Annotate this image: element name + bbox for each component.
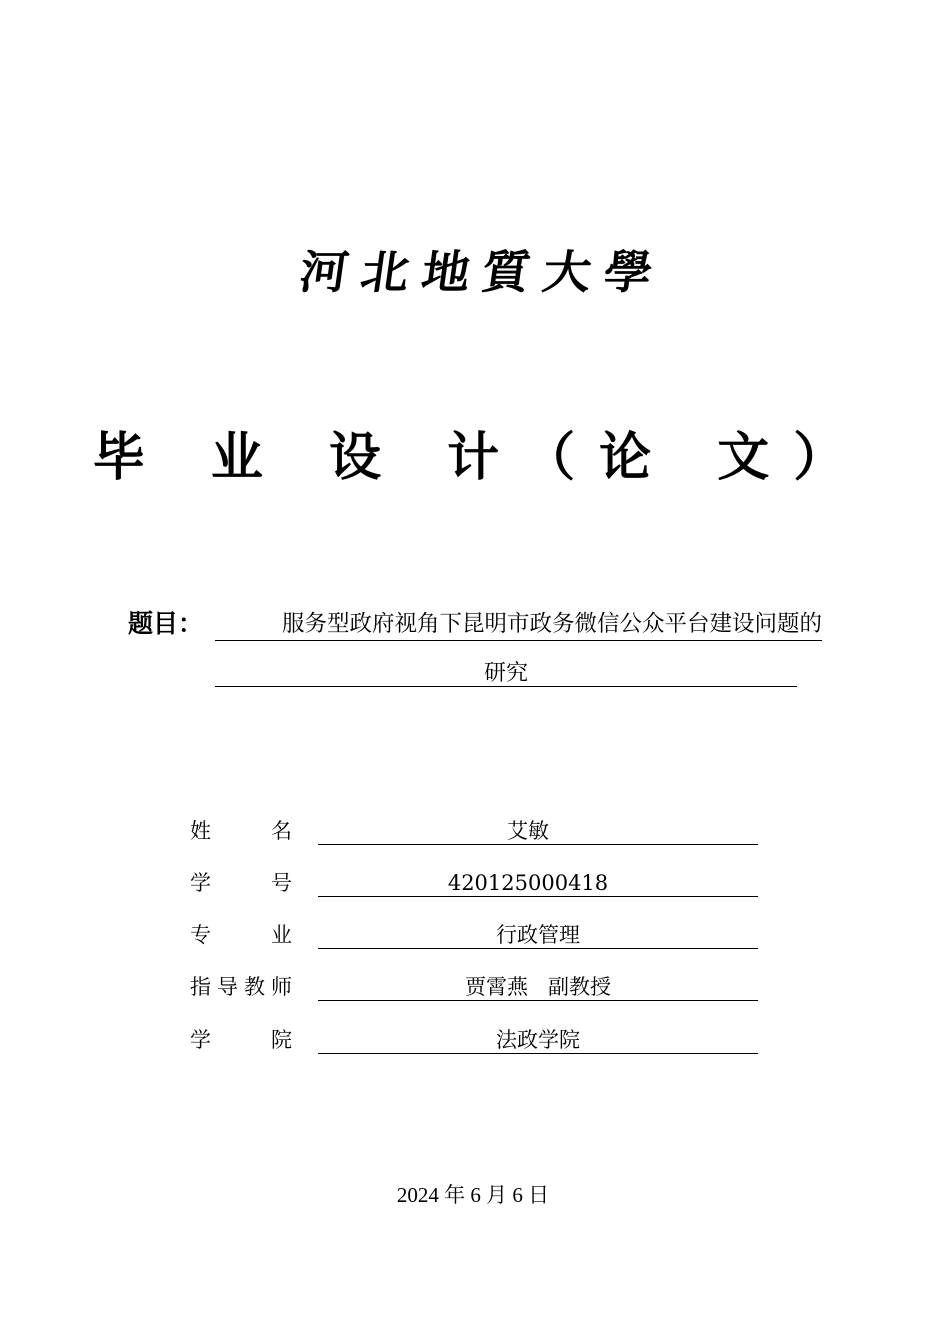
major-value: 行政管理 — [318, 920, 758, 949]
student-id-value: 420125000418 — [318, 868, 758, 897]
name-label: 姓 名 — [190, 819, 292, 843]
info-row-major — [190, 920, 760, 960]
topic-line-1: 服务型政府视角下昆明市政务微信公众平台建设问题的 — [215, 604, 822, 641]
university-logo — [296, 238, 656, 308]
college-value: 法政学院 — [318, 1025, 758, 1054]
name-value: 艾敏 — [318, 816, 758, 845]
advisor-value: 贾霄燕 副教授 — [318, 972, 758, 1001]
college-label: 学 院 — [190, 1028, 292, 1052]
logo-char: 地 — [417, 246, 474, 300]
info-row-student-id — [190, 868, 760, 908]
major-label: 专 业 — [190, 923, 292, 947]
info-row-advisor — [190, 972, 760, 1012]
topic-line-2: 研究 — [215, 658, 797, 687]
page-title: 毕 业 设 计（论 文） — [92, 427, 870, 488]
info-row-college — [190, 1025, 760, 1065]
advisor-label: 指 导 教 师 — [190, 975, 292, 999]
submission-date: 2024 年 6 月 6 日 — [396, 1183, 550, 1207]
logo-char: 大 — [539, 246, 595, 300]
student-id-label: 学 号 — [190, 871, 292, 895]
logo-char: 質 — [478, 246, 535, 300]
logo-char: 學 — [600, 246, 656, 300]
logo-char: 北 — [357, 246, 413, 300]
topic-label: 题目： — [128, 609, 204, 638]
info-row-name — [190, 816, 760, 856]
logo-char: 河 — [296, 246, 352, 300]
